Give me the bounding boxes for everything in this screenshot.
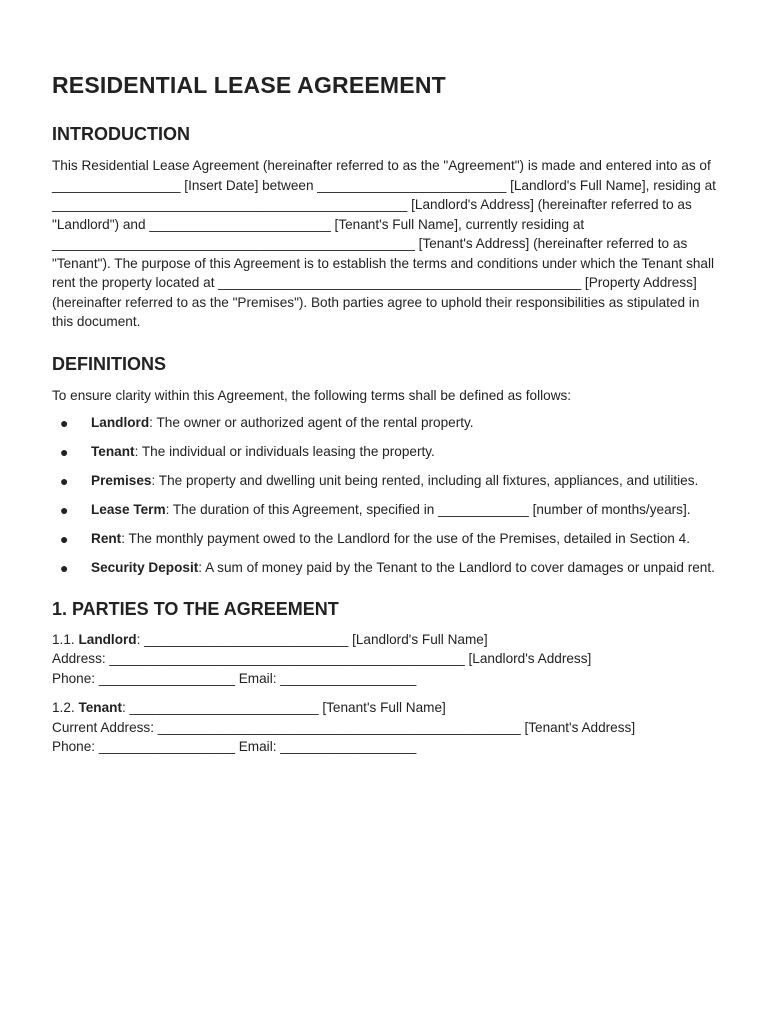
landlord-name-line [52,630,718,650]
definitions-heading: DEFINITIONS [52,353,167,374]
landlord-name-field: : ___________________________ [Landlord's Full Name] [136,631,488,647]
definition-term: Premises [91,473,152,488]
document-title: RESIDENTIAL LEASE AGREEMENT [52,72,446,98]
tenant-block [52,698,718,757]
bullet-icon: ● [60,415,69,431]
landlord-address-line: Address: _______________________________________________ [Landlord's Address] [52,651,592,666]
tenant-name-field: : _________________________ [Tenant's Full Name] [122,700,446,715]
definition-term: Tenant [91,444,135,459]
definitions-intro: To ensure clarity within this Agreement, the following terms shall be defined as follows: [52,387,572,403]
tenant-number: 1.2. [52,700,79,715]
definition-item [52,471,718,491]
definition-text: : The duration of this Agreement, specified in ____________ [number of months/years]. [165,502,691,517]
definition-item [52,500,718,520]
bullet-icon: ● [60,560,69,576]
definition-text: : The owner or authorized agent of the rental property. [149,415,474,430]
introduction-heading: INTRODUCTION [52,124,190,144]
introduction-paragraph: This Residential Lease Agreement (hereinafter referred to as the "Agreement") is made and entered into as of _________________ [Insert Date] between _________________________ [Landlord's Full Name], residing at _______________________________________________ [Landlord's Address] (hereinafter referred to as "Landlord") and ________________________ [Tenant's Full Name], currently residing at ________________________________________________ [Tenant's Address] (hereinafter referred to as "Tenant"). The purpose of this Agreement is to establish the terms and conditions under which the Tenant shall rent the property located at ________________________________________________ [Property Address] (hereinafter referred to as the "Premises"). Both parties agree to uphold their responsibilities as stipulated in this document. [52,158,716,329]
definition-term: Lease Term [91,502,166,517]
bullet-icon: ● [60,531,69,547]
definition-text: : The property and dwelling unit being rented, including all fixtures, appliances, and utilities. [151,473,699,488]
bullet-icon: ● [60,473,69,489]
definition-item [52,529,718,549]
tenant-label: Tenant [78,700,123,715]
definition-term: Rent [91,531,122,546]
tenant-name-line [52,698,718,718]
tenant-contact-line: Phone: __________________ Email: __________________ [52,739,417,754]
parties-heading: 1. PARTIES TO THE AGREEMENT [52,598,339,619]
bullet-icon: ● [60,502,69,518]
definition-item [52,413,718,433]
landlord-number: 1.1. [52,631,79,647]
bullet-icon: ● [60,444,69,460]
definition-text: : The individual or individuals leasing the property. [134,444,435,459]
definition-text: : A sum of money paid by the Tenant to the Landlord to cover damages or unpaid rent. [198,560,715,575]
definition-item [52,558,718,578]
definitions-list [52,413,718,578]
definition-item [52,442,718,462]
tenant-address-line: Current Address: ________________________________________________ [Tenant's Address] [52,719,636,735]
definition-text: : The monthly payment owed to the Landlord for the use of the Premises, detailed in Section 4. [121,531,690,546]
landlord-label: Landlord [78,631,137,647]
definition-term: Landlord [91,415,150,430]
definition-term: Security Deposit [91,560,199,575]
landlord-block [52,630,718,689]
landlord-contact-line: Phone: __________________ Email: __________________ [52,670,417,686]
